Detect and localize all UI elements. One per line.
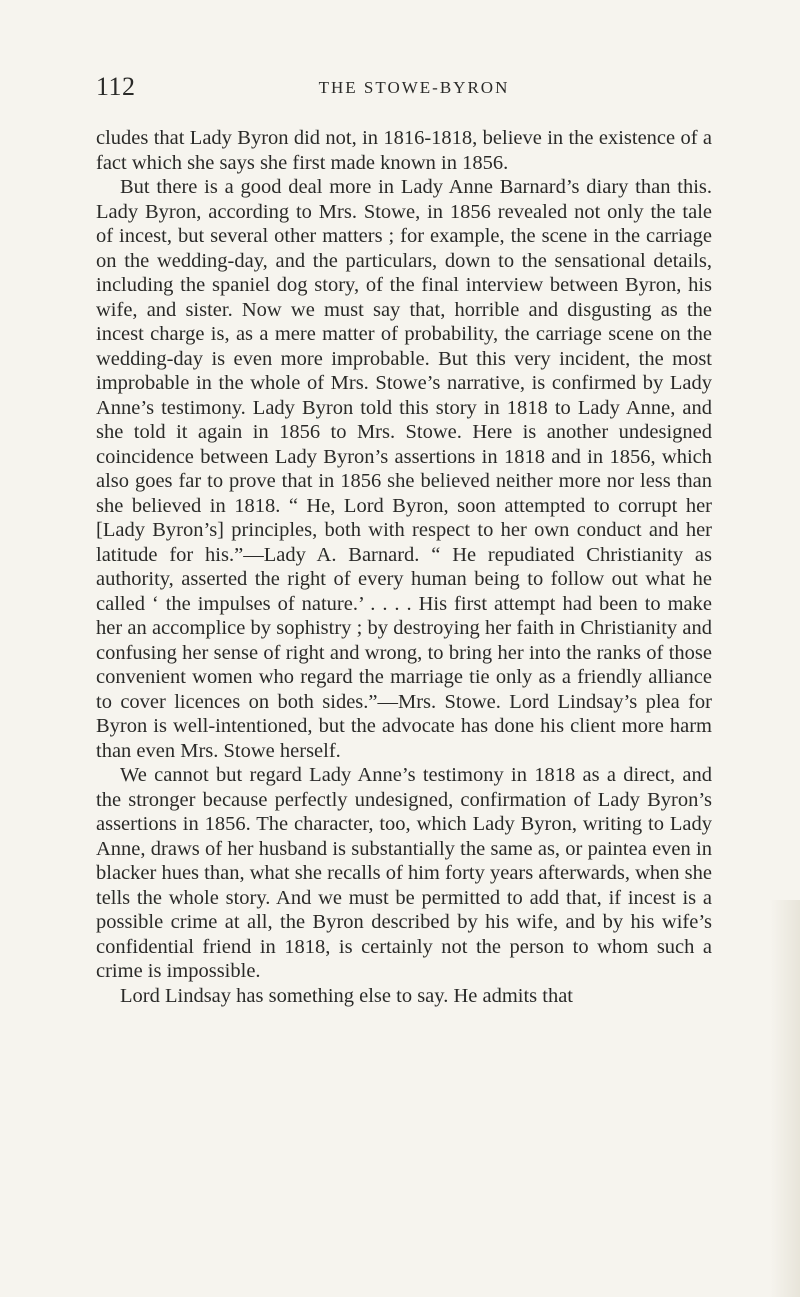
paragraph-continuation: cludes that Lady Byron did not, in 1816-1818, believe in the existence of a fact which she says she first made known in 1856. <box>96 127 712 174</box>
running-head: THE STOWE-BYRON <box>318 78 510 97</box>
paragraph-lindsay: Lord Lindsay has something else to say. He admits that <box>120 984 574 1007</box>
paragraph-testimony: We cannot but regard Lady Anne’s testimony in 1818 as a direct, and the stronger because perfectly undesigned, confirmation of Lady Byron’s assertions in 1856. The character, too, which Lady Byron, writing to Lady Anne, draws of her husband is substantially the same as, or paintea even in blacker hues than, what she recalls of him forty years afterwards, when she tells the whole story. And we must be permitted to add that, if incest is a possible crime at all, the Byron described by his wife, and by his wife’s confidential friend in 1818, is certainly not the person to whom such a crime is impossible. <box>96 764 712 982</box>
page-edge-shading <box>770 900 800 1297</box>
page-header <box>96 72 712 102</box>
paragraph-barnard-diary: But there is a good deal more in Lady Anne Barnard’s diary than this. Lady Byron, according to Mrs. Stowe, in 1856 revealed not only the tale of incest, but several other matters ; for example, the scene in the carriage on the wedding-day, and the particulars, down to the sensational details, including the spaniel dog story, of the final interview between Byron, his wife, and sister. Now we must say that, horrible and disgusting as the incest charge is, as a mere matter of probability, the carriage scene on the wedding-day is even more improbable. But this very incident, the most improbable in the whole of Mrs. Stowe’s narrative, is confirmed by Lady Anne’s testimony. Lady Byron told this story in 1818 to Lady Anne, and she told it again in 1856 to Mrs. Stowe. Here is another undesigned coincidence between Lady Byron’s assertions in 1818 and in 1856, which also goes far to prove that in 1856 she believed neither more nor less than she believed in 1818. “ He, Lord Byron, soon attempted to corrupt her [Lady Byron’s] principles, both with respect to her own conduct and her latitude for his.”—Lady A. Barnard. “ He repudiated Christianity as authority, asserted the right of every human being to follow out what he called ‘ the impulses of nature.’ . . . . His first attempt had been to make her an accomplice by sophistry ; by destroying her faith in Christianity and confusing her sense of right and wrong, to bring her into the ranks of those convenient women who regard the marriage tie only as a friendly alliance to cover licences on both sides.”—Mrs. Stowe. Lord Lindsay’s plea for Byron is well-intentioned, but the advocate has done his client more harm than even Mrs. Stowe herself. <box>96 176 712 762</box>
body-text <box>96 126 712 1008</box>
page-number: 112 <box>96 72 136 101</box>
